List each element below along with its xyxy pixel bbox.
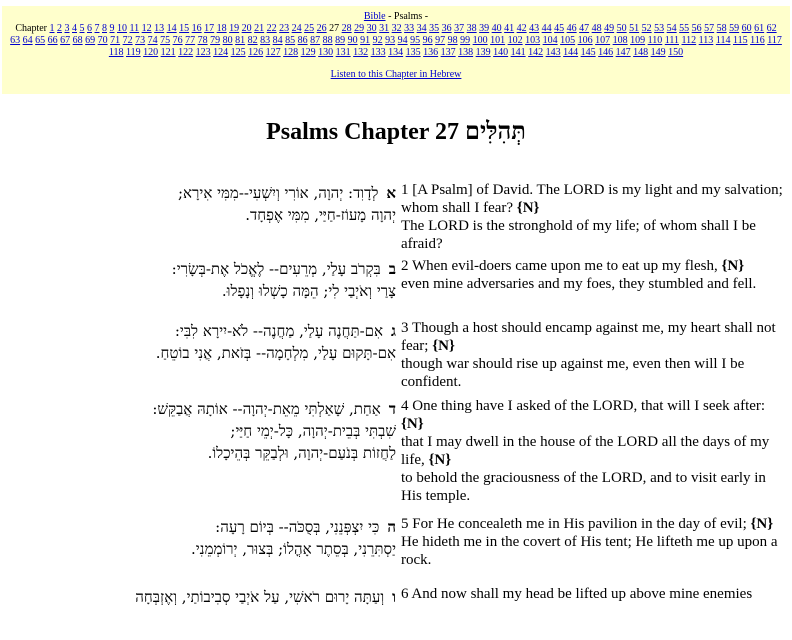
chapter-link-148[interactable]: 148: [633, 47, 649, 58]
chapter-link-59[interactable]: 59: [729, 23, 740, 34]
chapter-link-88[interactable]: 88: [322, 35, 333, 46]
chapter-link-106[interactable]: 106: [577, 35, 593, 46]
verse-row: [0, 580, 792, 640]
chapter-link-58[interactable]: 58: [716, 23, 727, 34]
chapter-link-125[interactable]: 125: [230, 47, 246, 58]
english-text: that I may dwell in the house of the LORD all the days of my life,: [401, 434, 770, 468]
chapter-link-142[interactable]: 142: [528, 47, 544, 58]
chapter-link-113[interactable]: 113: [698, 35, 714, 46]
chapter-link-13[interactable]: 13: [154, 23, 165, 34]
chapter-link-90[interactable]: 90: [347, 35, 358, 46]
chapter-link-103[interactable]: 103: [525, 35, 541, 46]
chapter-link-44[interactable]: 44: [541, 23, 552, 34]
chapter-link-45[interactable]: 45: [554, 23, 565, 34]
chapter-link-94[interactable]: 94: [397, 35, 408, 46]
chapter-link-124[interactable]: 124: [213, 47, 229, 58]
hebrew-verse-number: ו: [392, 588, 396, 606]
chapter-link-83[interactable]: 83: [260, 35, 271, 46]
chapter-link-21[interactable]: 21: [254, 23, 265, 34]
chapter-link-25[interactable]: 25: [304, 23, 315, 34]
chapter-link-141[interactable]: 141: [510, 47, 526, 58]
chapter-link-147[interactable]: 147: [615, 47, 631, 58]
hebrew-line: [6, 280, 396, 302]
chapter-link-52[interactable]: 52: [641, 23, 652, 34]
chapter-link-26[interactable]: 26: [316, 23, 327, 34]
chapter-link-70[interactable]: 70: [97, 35, 108, 46]
hebrew-verse-number: ד: [388, 400, 396, 418]
chapter-link-100[interactable]: 100: [472, 35, 488, 46]
chapter-link-65[interactable]: 65: [35, 35, 46, 46]
hebrew-verse: [6, 258, 396, 302]
chapter-link-116[interactable]: 116: [750, 35, 765, 46]
chapter-link-91[interactable]: 91: [360, 35, 371, 46]
chapter-link-150[interactable]: 150: [668, 47, 684, 58]
hebrew-verse: [6, 516, 396, 560]
hebrew-text: אַחַת, שָׁאַלְתִּי מֵאֵת-יְהוָה-- אוֹתָהּ אֲבַקֵּשׁ:: [152, 400, 381, 418]
note-marker: {N}: [432, 338, 455, 354]
chapter-link-40[interactable]: 40: [491, 23, 502, 34]
hebrew-line: [6, 204, 396, 226]
chapter-link-108[interactable]: 108: [612, 35, 628, 46]
hebrew-line: [6, 516, 396, 538]
chapter-link-98[interactable]: 98: [447, 35, 458, 46]
chapter-link-133[interactable]: 133: [370, 47, 386, 58]
chapter-link-104[interactable]: 104: [542, 35, 558, 46]
note-marker: {N}: [750, 516, 774, 532]
chapter-link-37[interactable]: 37: [454, 23, 465, 34]
chapter-link-48[interactable]: 48: [591, 23, 602, 34]
hebrew-text: יַסְתִּרֵנִי, בְּסֵתֶר אָהֳלוֹ; בְּצוּר, יְרוֹמְמֵנִי.: [190, 540, 396, 558]
hebrew-line: [6, 258, 396, 280]
chapter-link-72[interactable]: 72: [122, 35, 133, 46]
english-text: 1 [A Psalm] of David. The LORD is my light and my salvation; whom shall I fear?: [401, 182, 783, 216]
chapter-link-74[interactable]: 74: [147, 35, 158, 46]
chapter-link-4[interactable]: 4: [72, 23, 77, 34]
hebrew-line: [6, 342, 396, 364]
verse-row: [0, 176, 792, 252]
chapter-label: Chapter: [15, 23, 47, 34]
chapter-link-146[interactable]: 146: [598, 47, 614, 58]
chapter-link-121[interactable]: 121: [160, 47, 176, 58]
english-text: to behold the graciousness of the LORD, and to visit early in His temple.: [401, 470, 766, 504]
chapter-link-57[interactable]: 57: [704, 23, 715, 34]
chapter-link-87[interactable]: 87: [310, 35, 321, 46]
chapter-link-99[interactable]: 99: [460, 35, 471, 46]
chapter-link-55[interactable]: 55: [679, 23, 690, 34]
chapter-link-81[interactable]: 81: [235, 35, 246, 46]
chapter-link-60[interactable]: 60: [741, 23, 752, 34]
hebrew-text: לַחֲזוֹת בְּנֹעַם-יְהוָה, וּלְבַקֵּר בְּהֵיכָלוֹ.: [207, 444, 396, 462]
hebrew-verse-number: א: [386, 184, 396, 202]
hebrew-line: [6, 420, 396, 442]
hebrew-line: [6, 586, 396, 608]
chapter-link-120[interactable]: 120: [143, 47, 159, 58]
chapter-link-75[interactable]: 75: [160, 35, 171, 46]
note-marker: {N}: [428, 452, 452, 468]
chapter-link-69[interactable]: 69: [85, 35, 96, 46]
chapter-link-118[interactable]: 118: [108, 47, 124, 58]
chapter-link-9[interactable]: 9: [109, 23, 115, 34]
chapter-link-84[interactable]: 84: [272, 35, 283, 46]
chapter-link-92[interactable]: 92: [372, 35, 383, 46]
chapter-link-102[interactable]: 102: [507, 35, 523, 46]
chapter-link-17[interactable]: 17: [204, 23, 215, 34]
chapter-link-2[interactable]: 2: [57, 23, 62, 34]
chapter-link-6[interactable]: 6: [87, 23, 92, 34]
hebrew-line: [6, 442, 396, 464]
chapter-link-12[interactable]: 12: [141, 23, 152, 34]
chapter-link-38[interactable]: 38: [466, 23, 477, 34]
hebrew-text: אִם-תָּקוּם עָלַי, מִלְחָמָה-- בְּזֹאת, אֲנִי בוֹטֵחַ.: [155, 344, 396, 362]
chapter-link-95[interactable]: 95: [410, 35, 421, 46]
chapter-link-51[interactable]: 51: [629, 23, 640, 34]
chapter-link-138[interactable]: 138: [458, 47, 474, 58]
chapter-link-134[interactable]: 134: [388, 47, 404, 58]
chapter-link-80[interactable]: 80: [222, 35, 233, 46]
chapter-link-68[interactable]: 68: [72, 35, 83, 46]
current-chapter: 27: [329, 23, 340, 34]
english-verse: [401, 257, 789, 293]
book-name: Psalms: [393, 11, 423, 22]
chapter-link-11[interactable]: 11: [129, 23, 140, 34]
chapter-link-89[interactable]: 89: [335, 35, 346, 46]
chapter-navigation-bar: [2, 6, 790, 94]
chapter-link-15[interactable]: 15: [179, 23, 190, 34]
chapter-link-78[interactable]: 78: [197, 35, 208, 46]
hebrew-text: בִּקְרֹב עָלַי, מְרֵעִים-- לֶאֱכֹל אֶת-בְּשָׂרִי:: [171, 260, 381, 278]
chapter-link-7[interactable]: 7: [94, 23, 100, 34]
chapter-link-145[interactable]: 145: [580, 47, 596, 58]
hebrew-line: [6, 182, 396, 204]
chapter-link-1[interactable]: 1: [49, 23, 55, 34]
chapter-link-62[interactable]: 62: [766, 23, 777, 34]
hebrew-text: שִׁבְתִּי בְּבֵית-יְהוָה, כָּל-יְמֵי חַיַּי;: [230, 422, 396, 440]
chapter-link-3[interactable]: 3: [64, 23, 70, 34]
chapter-link-123[interactable]: 123: [195, 47, 211, 58]
chapter-link-23[interactable]: 23: [279, 23, 290, 34]
chapter-link-126[interactable]: 126: [248, 47, 264, 58]
english-text: 3 Though a host should encamp against me, my heart shall not fear;: [401, 320, 776, 354]
chapter-link-77[interactable]: 77: [185, 35, 196, 46]
chapter-link-71[interactable]: 71: [110, 35, 121, 46]
chapter-link-53[interactable]: 53: [654, 23, 665, 34]
chapter-link-54[interactable]: 54: [666, 23, 677, 34]
chapter-link-63[interactable]: 63: [10, 35, 21, 46]
chapter-link-82[interactable]: 82: [247, 35, 258, 46]
hebrew-verse: [6, 320, 396, 364]
chapter-link-30[interactable]: 30: [366, 23, 377, 34]
chapter-link-56[interactable]: 56: [691, 23, 702, 34]
chapter-link-110[interactable]: 110: [647, 35, 663, 46]
verse-table: [0, 176, 792, 640]
english-verse: [401, 397, 789, 505]
hebrew-verse: [6, 586, 396, 608]
english-verse: [401, 585, 789, 603]
chapter-link-143[interactable]: 143: [545, 47, 561, 58]
chapter-link-109[interactable]: 109: [630, 35, 646, 46]
hebrew-text: יְהוָה מָעוֹז-חַיַּי, מִמִּי אֶפְחָד.: [245, 206, 396, 224]
chapter-link-101[interactable]: 101: [490, 35, 506, 46]
english-text: 4 One thing have I asked of the LORD, that will I seek after:: [401, 398, 766, 414]
chapter-link-112[interactable]: 112: [681, 35, 697, 46]
hebrew-line: [6, 320, 396, 342]
chapter-link-139[interactable]: 139: [475, 47, 491, 58]
hebrew-line: [6, 398, 396, 420]
chapter-link-49[interactable]: 49: [604, 23, 615, 34]
english-verse: [401, 515, 789, 569]
chapter-link-24[interactable]: 24: [291, 23, 302, 34]
chapter-list: [10, 23, 782, 59]
english-text: even mine adversaries and my foes, they stumbled and fell.: [401, 276, 757, 292]
english-verse: [401, 181, 789, 253]
chapter-link-107[interactable]: 107: [595, 35, 611, 46]
chapter-link-140[interactable]: 140: [493, 47, 509, 58]
chapter-link-42[interactable]: 42: [516, 23, 527, 34]
chapter-link-32[interactable]: 32: [391, 23, 402, 34]
hebrew-text: צָרַי וְאֹיְבַי לִי; הֵמָּה כָשְׁלוּ וְנָפָלוּ.: [221, 282, 396, 300]
chapter-link-86[interactable]: 86: [297, 35, 308, 46]
hebrew-text: לְדָוִד: יְהוָה, אוֹרִי וְיִשְׁעִי--מִמִּי אִירָא;: [177, 184, 379, 202]
english-text: He hideth me in the covert of His tent; He lifteth me up upon a rock.: [401, 534, 778, 568]
chapter-link-136[interactable]: 136: [423, 47, 439, 58]
chapter-link-132[interactable]: 132: [353, 47, 369, 58]
verse-row: [0, 392, 792, 510]
chapter-link-97[interactable]: 97: [435, 35, 446, 46]
chapter-link-34[interactable]: 34: [416, 23, 427, 34]
chapter-link-8[interactable]: 8: [102, 23, 107, 34]
hebrew-verse-number: ה: [387, 518, 396, 536]
verse-row: [0, 252, 792, 314]
verse-row: [0, 510, 792, 580]
english-text: though war should rise up against me, even then will I be confident.: [401, 356, 745, 390]
chapter-link-93[interactable]: 93: [385, 35, 396, 46]
chapter-link-66[interactable]: 66: [47, 35, 58, 46]
note-marker: {N}: [516, 200, 540, 216]
chapter-link-46[interactable]: 46: [566, 23, 577, 34]
chapter-link-61[interactable]: 61: [754, 23, 765, 34]
chapter-link-128[interactable]: 128: [283, 47, 299, 58]
chapter-link-105[interactable]: 105: [560, 35, 576, 46]
chapter-link-22[interactable]: 22: [266, 23, 277, 34]
english-text: 6 And now shall my head be lifted up above mine enemies: [401, 586, 753, 602]
chapter-link-73[interactable]: 73: [135, 35, 146, 46]
chapter-link-149[interactable]: 149: [650, 47, 666, 58]
chapter-link-76[interactable]: 76: [172, 35, 183, 46]
chapter-link-130[interactable]: 130: [318, 47, 334, 58]
chapter-link-35[interactable]: 35: [429, 23, 440, 34]
chapter-link-5[interactable]: 5: [79, 23, 85, 34]
hebrew-verse-number: ג: [391, 322, 396, 340]
chapter-link-111[interactable]: 111: [664, 35, 680, 46]
page-title: Psalms Chapter 27 תְּהִלִּים: [266, 119, 526, 145]
hebrew-text: אִם-תַּחֲנֶה עָלַי, מַחֲנֶה-- לֹא-יִירָא לִבִּי:: [174, 322, 384, 340]
chapter-link-43[interactable]: 43: [529, 23, 540, 34]
chapter-link-33[interactable]: 33: [404, 23, 415, 34]
hebrew-verse-number: ב: [388, 260, 396, 278]
chapter-link-85[interactable]: 85: [285, 35, 296, 46]
bible-link[interactable]: Bible: [363, 11, 386, 22]
chapter-link-131[interactable]: 131: [335, 47, 351, 58]
chapter-link-114[interactable]: 114: [715, 35, 731, 46]
chapter-link-129[interactable]: 129: [300, 47, 316, 58]
chapter-link-47[interactable]: 47: [579, 23, 590, 34]
chapter-link-115[interactable]: 115: [732, 35, 748, 46]
hebrew-verse: [6, 398, 396, 464]
chapter-link-41[interactable]: 41: [504, 23, 515, 34]
chapter-link-50[interactable]: 50: [616, 23, 627, 34]
chapter-link-18[interactable]: 18: [216, 23, 227, 34]
chapter-link-64[interactable]: 64: [22, 35, 33, 46]
chapter-link-67[interactable]: 67: [60, 35, 71, 46]
chapter-link-96[interactable]: 96: [422, 35, 433, 46]
chapter-link-79[interactable]: 79: [210, 35, 221, 46]
chapter-link-144[interactable]: 144: [563, 47, 579, 58]
chapter-link-19[interactable]: 19: [229, 23, 240, 34]
hebrew-line: [6, 538, 396, 560]
chapter-link-122[interactable]: 122: [178, 47, 194, 58]
chapter-link-137[interactable]: 137: [440, 47, 456, 58]
english-text: 5 For He concealeth me in His pavilion in the day of evil;: [401, 516, 751, 532]
chapter-link-10[interactable]: 10: [117, 23, 127, 34]
chapter-link-29[interactable]: 29: [354, 23, 365, 34]
chapter-link-39[interactable]: 39: [479, 23, 490, 34]
chapter-link-31[interactable]: 31: [379, 23, 390, 34]
hebrew-text: וְעַתָּה יָרוּם רֹאשִׁי, עַל אֹיְבַי סְבִיבוֹתַי, וְאֶזְבְּחָה: [135, 588, 385, 606]
note-marker: {N}: [401, 416, 424, 432]
hebrew-text: כִּי יִצְפְּנֵנִי, בְּסֻכֹּה-- בְּיוֹם רָעָה:: [215, 518, 380, 536]
listen-hebrew-link[interactable]: Listen to this Chapter in Hebrew: [330, 69, 462, 80]
chapter-link-119[interactable]: 119: [126, 47, 141, 58]
chapter-link-135[interactable]: 135: [405, 47, 421, 58]
chapter-link-117[interactable]: 117: [767, 35, 782, 46]
chapter-link-127[interactable]: 127: [265, 47, 281, 58]
english-verse: [401, 319, 789, 391]
chapter-link-36[interactable]: 36: [441, 23, 452, 34]
note-marker: {N}: [721, 258, 745, 274]
chapter-link-28[interactable]: 28: [341, 23, 352, 34]
chapter-link-14[interactable]: 14: [166, 23, 177, 34]
chapter-link-16[interactable]: 16: [191, 23, 202, 34]
english-text: The LORD is the stronghold of my life; of whom shall I be afraid?: [401, 218, 756, 252]
breadcrumb: Bible - Psalms -: [363, 11, 429, 22]
hebrew-verse: [6, 182, 396, 226]
verse-row: [0, 314, 792, 392]
english-text: 2 When evil-doers came upon me to eat up my flesh,: [401, 258, 722, 274]
chapter-link-20[interactable]: 20: [241, 23, 252, 34]
